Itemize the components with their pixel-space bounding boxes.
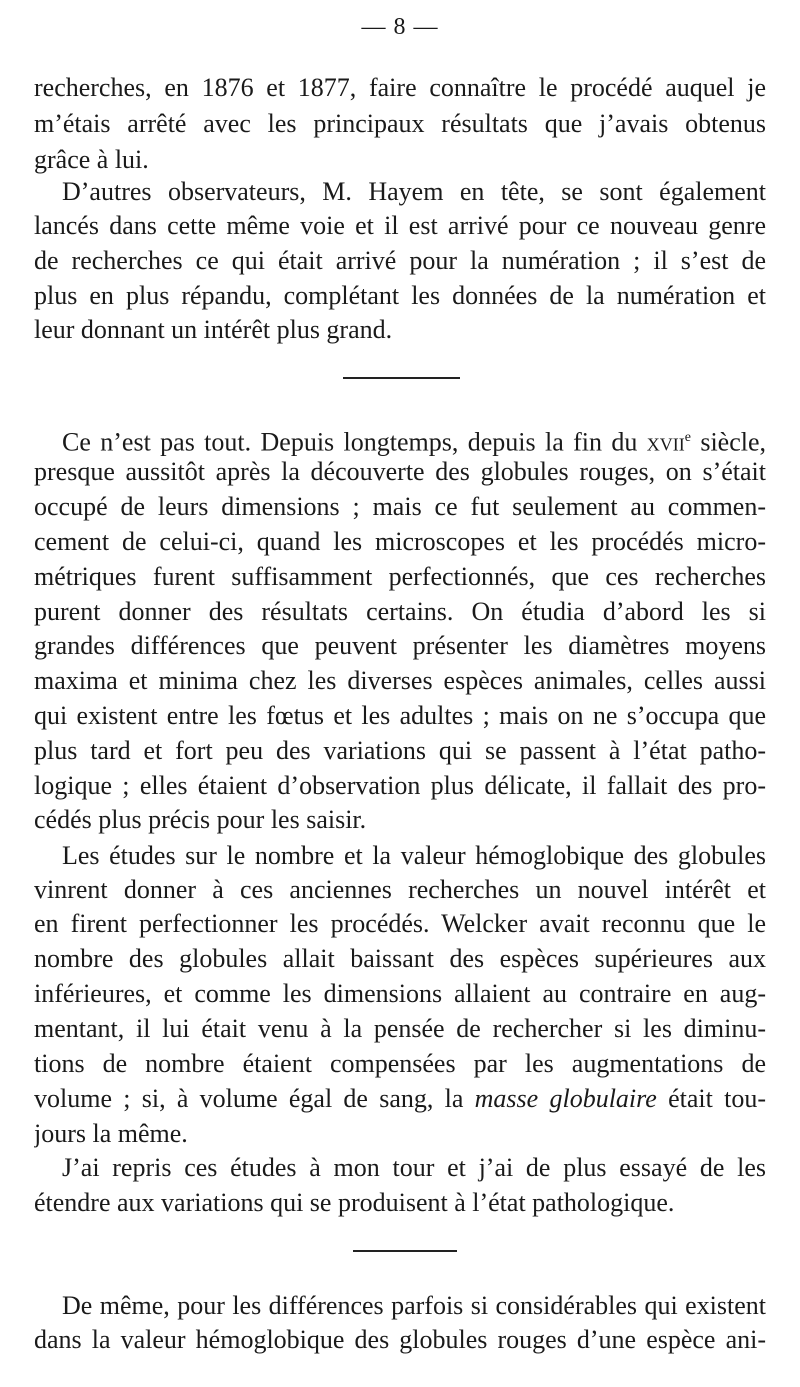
text-line: en firent perfectionner les procédés. Welcker avait reconnu que le (34, 909, 766, 938)
text-line: nombre des globules allait baissant des espèces supérieures aux (34, 944, 766, 973)
text-line: plus tard et fort peu des variations qui se passent à l’état patho- (34, 736, 766, 765)
text-line: cédés plus précis pour les saisir. (34, 805, 367, 834)
text-line: occupé de leurs dimensions ; mais ce fut seulement au commen- (34, 492, 766, 521)
century-numeral: xvii (646, 427, 685, 457)
text-line (34, 1081, 766, 1117)
text-line: grandes différences que peuvent présenter les diamètres moyens (34, 631, 766, 660)
section-divider (343, 377, 460, 379)
paragraph-start-line: J’ai repris ces études à mon tour et j’ai de plus essayé de les (62, 1153, 766, 1182)
text-line: qui existent entre les fœtus et les adultes ; mais on ne s’occupa que (34, 701, 766, 730)
text-line: cement de celui-ci, quand les microscopes et les procédés micro- (34, 527, 766, 556)
text-line: métriques furent suffisamment perfectionnés, que ces recherches (34, 562, 766, 591)
text-line: jours la même. (34, 1119, 188, 1148)
text-line: m’étais arrêté avec les principaux résultats que j’avais obtenus (34, 109, 766, 138)
century-superscript: e (684, 430, 691, 445)
text-line: plus en plus répandu, complétant les données de la numération et (34, 281, 766, 310)
paragraph-start-line: D’autres observateurs, M. Hayem en tête, se sont également (62, 177, 766, 206)
text-line: vinrent donner à ces anciennes recherches un nouvel intérêt et (34, 875, 766, 904)
text-line: grâce à lui. (34, 145, 149, 174)
italic-term: masse globulaire (474, 1084, 657, 1113)
text-line: dans la valeur hémoglobique des globules rouges d’une espèce ani- (34, 1325, 766, 1354)
paragraph-start-line: Les études sur le nombre et la valeur hémoglobique des globules (62, 841, 766, 870)
text-line: presque aussitôt après la découverte des globules rouges, on s’était (34, 457, 766, 486)
paragraph-start-line: De même, pour les différences parfois si considérables qui existent (62, 1291, 766, 1320)
text-line: mentant, il lui était venu à la pensée de rechercher si les diminu- (34, 1014, 766, 1043)
text-span: Ce n’est pas tout. Depuis longtemps, depuis la fin du (62, 427, 647, 457)
text-line: recherches, en 1876 et 1877, faire connaître le procédé auquel je (34, 73, 766, 102)
text-span: était tou- (656, 1084, 766, 1113)
text-span: volume ; si, à volume égal de sang, la (34, 1084, 475, 1113)
text-line: leur donnant un intérêt plus grand. (34, 315, 393, 344)
page-number: — 8 — (361, 14, 439, 40)
section-divider (353, 1250, 457, 1252)
text-line: étendre aux variations qui se produisent à l’état pathologique. (34, 1188, 675, 1217)
text-line: lancés dans cette même voie et il est arrivé pour ce nouveau genre (34, 211, 766, 240)
text-line: tions de nombre étaient compensées par les augmentations de (34, 1049, 766, 1078)
text-line: inférieures, et comme les dimensions allaient au contraire en aug- (34, 979, 766, 1008)
text-line: logique ; elles étaient d’observation plus délicate, il fallait des pro- (34, 771, 766, 800)
text-line: maxima et minima chez les diverses espèces animales, celles aussi (34, 666, 766, 695)
text-line: purent donner des résultats certains. On étudia d’abord les si (34, 597, 766, 626)
text-span: siècle, (690, 427, 766, 457)
text-line: de recherches ce qui était arrivé pour la numération ; il s’est de (34, 246, 766, 275)
